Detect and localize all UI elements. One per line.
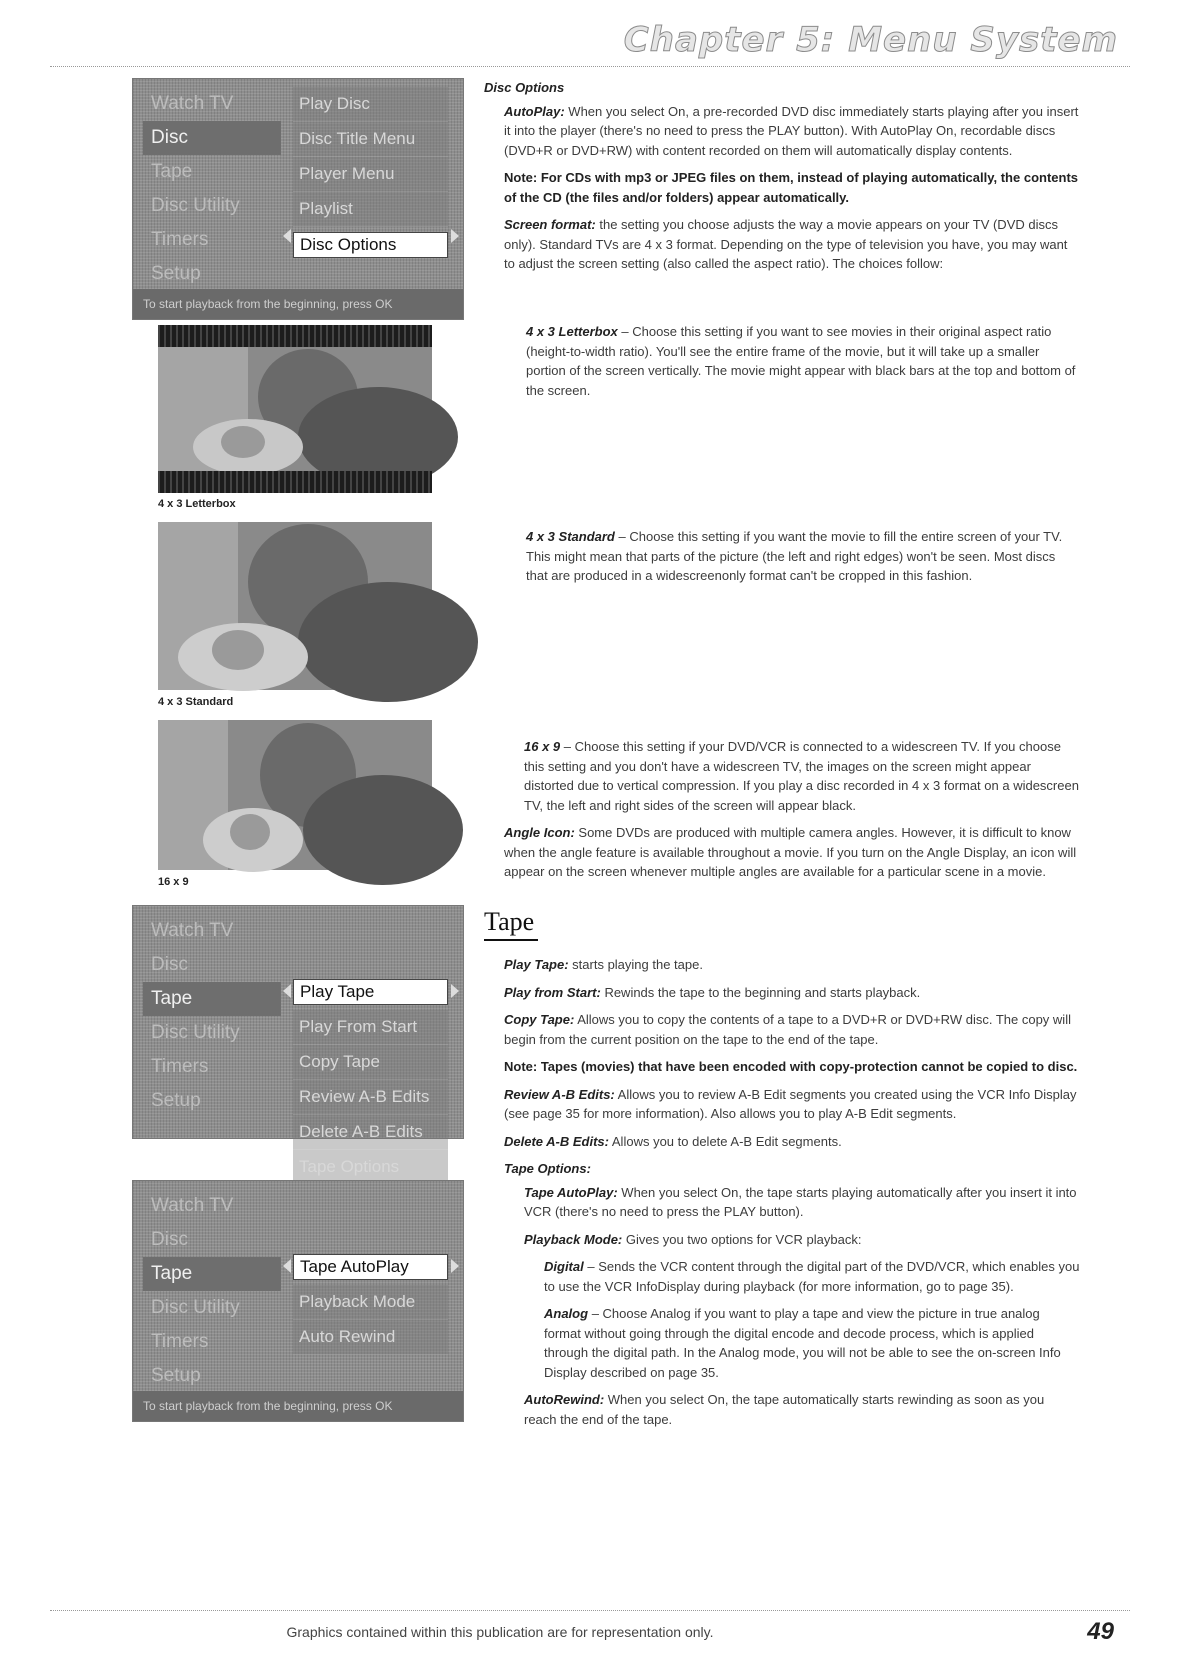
tape-note: Note: Tapes (movies) that have been encoded with copy-protection cannot be copied to disc. [504, 1059, 1078, 1074]
tape-heading: Tape [484, 907, 538, 941]
menu-item-disc: Disc [151, 954, 188, 975]
tape-autoplay-paragraph [484, 1183, 1080, 1222]
right-arrow-icon [451, 984, 459, 998]
widescreen-text: – Choose this setting if your DVD/VCR is connected to a widescreen TV. If you choose this setting and you don't have a widescreen TV, the images on the screen might appear distorted due to vertical compression. If you play a disc recorded in 4 x 3 format on a widescreen TV, the left and right sides of the screen will appear black. [524, 739, 1079, 813]
tape-section [484, 955, 1080, 1437]
letterbox-top-bar [158, 325, 432, 347]
menu-right-column [293, 87, 448, 263]
submenu-item-play-tape-selected: Play Tape [293, 979, 448, 1005]
angle-icon-term: Angle Icon: [504, 825, 575, 840]
letterbox-bottom-bar [158, 471, 432, 493]
page-number: 49 [1087, 1618, 1114, 1645]
standard-paragraph [526, 527, 1078, 586]
delete-edits-paragraph [484, 1132, 1080, 1152]
menu-item-watch-tv: Watch TV [151, 93, 234, 114]
submenu-item-delete-ab-edits: Delete A-B Edits [293, 1115, 448, 1150]
standard-description [526, 527, 1078, 594]
footer-rule [50, 1610, 1130, 1611]
copy-tape-text: Allows you to copy the contents of a tape to a DVD+R or DVD+RW disc. The copy will begin from the current position on the tape to the end of the tape. [504, 1012, 1071, 1047]
menu-item-setup: Setup [151, 263, 201, 284]
submenu-item-play-from-start: Play From Start [293, 1010, 448, 1045]
menu-right-column [293, 1249, 448, 1355]
letterbox-photo [158, 325, 432, 493]
play-tape-term: Play Tape: [504, 957, 569, 972]
left-arrow-icon [283, 1259, 291, 1273]
letterbox-text: – Choose this setting if you want to see movies in their original aspect ratio (height-to-width ratio). You'll see the entire frame of the movie, but it will take up a smaller portion of the screen vertically. The movie might appear with black bars at the top and bottom of the screen. [526, 324, 1076, 398]
submenu-item-playback-mode: Playback Mode [293, 1285, 448, 1320]
menu-item-setup: Setup [151, 1090, 201, 1111]
left-arrow-icon [283, 984, 291, 998]
submenu-item-auto-rewind: Auto Rewind [293, 1320, 448, 1355]
delete-edits-text: Allows you to delete A-B Edit segments. [611, 1133, 842, 1149]
baby-scene-image [158, 522, 432, 690]
menu-item-watch-tv: Watch TV [151, 920, 234, 941]
widescreen-term: 16 x 9 [524, 739, 561, 754]
digital-text: – Sends the VCR content through the digital part of the DVD/VCR, which enables you to use the VCR InfoDisplay during playback (for more information, go to page 35). [544, 1259, 1080, 1294]
review-edits-paragraph [484, 1085, 1080, 1124]
baby-scene-image [158, 347, 432, 471]
review-edits-term: Review A-B Edits: [504, 1086, 615, 1102]
autoplay-paragraph [484, 102, 1080, 161]
menu-item-timers: Timers [151, 229, 209, 250]
widescreen-description [484, 737, 1080, 890]
play-from-start-text: Rewinds the tape to the beginning and starts playback. [604, 984, 921, 1000]
submenu-item-copy-tape: Copy Tape [293, 1045, 448, 1080]
autoplay-text: When you select On, a pre-recorded DVD disc immediately starts playing after you insert it into the player (there's no need to press the PLAY button). With AutoPlay On, recordable discs (DVD+R or DVD+RW) with content recorded on them will automatically display contents. [504, 103, 1079, 158]
widescreen-paragraph [484, 737, 1080, 815]
digital-term: Digital [544, 1259, 584, 1274]
digital-paragraph [484, 1257, 1080, 1296]
disc-options-heading: Disc Options [484, 80, 565, 95]
right-arrow-icon [451, 1259, 459, 1273]
autorewind-text: When you select On, the tape automatically starts rewinding as soon as you reach the end of the tape. [524, 1392, 1045, 1427]
angle-icon-text: Some DVDs are produced with multiple camera angles. However, it is difficult to know when the angle feature is available throughout a movie. If you turn on the Angle Display, an icon will appear on the screen whenever multiple angles are available for a particular scene in a movie. [504, 825, 1077, 879]
chapter-title: Chapter 5: Menu System [623, 20, 1118, 60]
delete-edits-term: Delete A-B Edits: [504, 1133, 609, 1149]
autoplay-term: AutoPlay: [504, 103, 565, 119]
menu-item-disc-utility: Disc Utility [151, 195, 240, 216]
autorewind-paragraph [484, 1390, 1080, 1429]
playback-mode-paragraph [484, 1230, 1080, 1250]
screen-format-paragraph [484, 215, 1080, 274]
letterbox-caption: 4 x 3 Letterbox [158, 498, 236, 510]
menu-left-column [143, 87, 281, 291]
menu-left-column [143, 914, 281, 1118]
analog-term: Analog [544, 1306, 589, 1321]
menu-status-bar: To start playback from the beginning, press OK [133, 1391, 463, 1421]
menu-item-tape: Tape [143, 982, 281, 1016]
menu-item-timers: Timers [151, 1056, 209, 1077]
letterbox-term: 4 x 3 Letterbox [526, 324, 618, 339]
tape-options-menu-screenshot [132, 1180, 464, 1422]
autorewind-term: AutoRewind: [524, 1392, 605, 1407]
disc-menu-screenshot [132, 78, 464, 320]
menu-item-disc-utility: Disc Utility [151, 1022, 240, 1043]
menu-item-watch-tv: Watch TV [151, 1195, 234, 1216]
tape-options-heading: Tape Options: [504, 1161, 591, 1176]
standard-photo [158, 522, 432, 690]
submenu-item-disc-title-menu: Disc Title Menu [293, 122, 448, 157]
tape-autoplay-term: Tape AutoPlay: [524, 1184, 618, 1200]
left-arrow-icon [283, 229, 291, 243]
menu-item-tape: Tape [151, 161, 193, 182]
standard-term: 4 x 3 Standard [526, 529, 615, 544]
menu-left-column [143, 1189, 281, 1393]
standard-text: – Choose this setting if you want the movie to fill the entire screen of your TV. This might mean that parts of the picture (the left and right edges) won't be seen. Most discs that are produced in a widescreenonly format can't be cropped in this fashion. [526, 529, 1063, 583]
submenu-item-tape-options: Tape Options [293, 1150, 448, 1185]
header-rule [50, 66, 1130, 67]
standard-caption: 4 x 3 Standard [158, 696, 234, 708]
menu-item-disc: Disc [151, 1229, 188, 1250]
submenu-item-disc-options-selected: Disc Options [293, 232, 448, 258]
review-edits-text: Allows you to review A-B Edit segments you created using the VCR Info Display (see page 35 for more information). Also allows you to play A-B Edit segments. [504, 1086, 1077, 1121]
menu-status-bar: To start playback from the beginning, press OK [133, 289, 463, 319]
playback-mode-term: Playback Mode: [524, 1231, 623, 1247]
tape-autoplay-text: When you select On, the tape starts playing automatically after you insert it into VCR (there's no need to press the PLAY button). [524, 1184, 1077, 1219]
copy-tape-term: Copy Tape: [504, 1012, 575, 1027]
disc-options-section [484, 78, 1080, 282]
submenu-item-tape-autoplay-selected: Tape AutoPlay [293, 1254, 448, 1280]
play-from-start-paragraph [484, 983, 1080, 1003]
menu-right-column [293, 974, 448, 1185]
screen-format-term: Screen format: [504, 217, 596, 232]
analog-text: – Choose Analog if you want to play a tape and view the picture in true analog format without going through the digital encode and decode process, which is applied through the digital path. In the Analog mode, you will not be able to see the on-screen Info Display described on page 35. [544, 1306, 1061, 1380]
footer-note: Graphics contained within this publication are for representation only. [286, 1624, 714, 1640]
widescreen-photo [158, 720, 432, 870]
screen-format-text: the setting you choose adjusts the way a movie appears on your TV (DVD discs only). Standard TVs are 4 x 3 format. Depending on the type of television you have, you may want to adjust the screen setting (also called the aspect ratio). The choices follow: [504, 217, 1068, 271]
play-tape-paragraph [484, 955, 1080, 975]
menu-item-setup: Setup [151, 1365, 201, 1386]
menu-item-disc-utility: Disc Utility [151, 1297, 240, 1318]
menu-item-tape: Tape [143, 1257, 281, 1291]
menu-item-disc: Disc [143, 121, 281, 155]
analog-paragraph [484, 1304, 1080, 1382]
submenu-item-review-ab-edits: Review A-B Edits [293, 1080, 448, 1115]
disc-note: Note: For CDs with mp3 or JPEG files on them, instead of playing automatically, the contents of the CD (the files and/or folders) appear automatically. [504, 170, 1079, 205]
submenu-item-playlist: Playlist [293, 192, 448, 227]
letterbox-description [526, 322, 1078, 408]
play-tape-text: starts playing the tape. [572, 957, 703, 972]
right-arrow-icon [451, 229, 459, 243]
copy-tape-paragraph [484, 1010, 1080, 1049]
widescreen-caption: 16 x 9 [158, 876, 189, 888]
play-from-start-term: Play from Start: [504, 984, 601, 1000]
letterbox-paragraph [526, 322, 1078, 400]
menu-item-timers: Timers [151, 1331, 209, 1352]
baby-scene-image [158, 720, 432, 870]
submenu-item-play-disc: Play Disc [293, 87, 448, 122]
tape-menu-screenshot [132, 905, 464, 1176]
playback-mode-text: Gives you two options for VCR playback: [625, 1231, 862, 1247]
submenu-item-player-menu: Player Menu [293, 157, 448, 192]
angle-icon-paragraph [484, 823, 1080, 882]
